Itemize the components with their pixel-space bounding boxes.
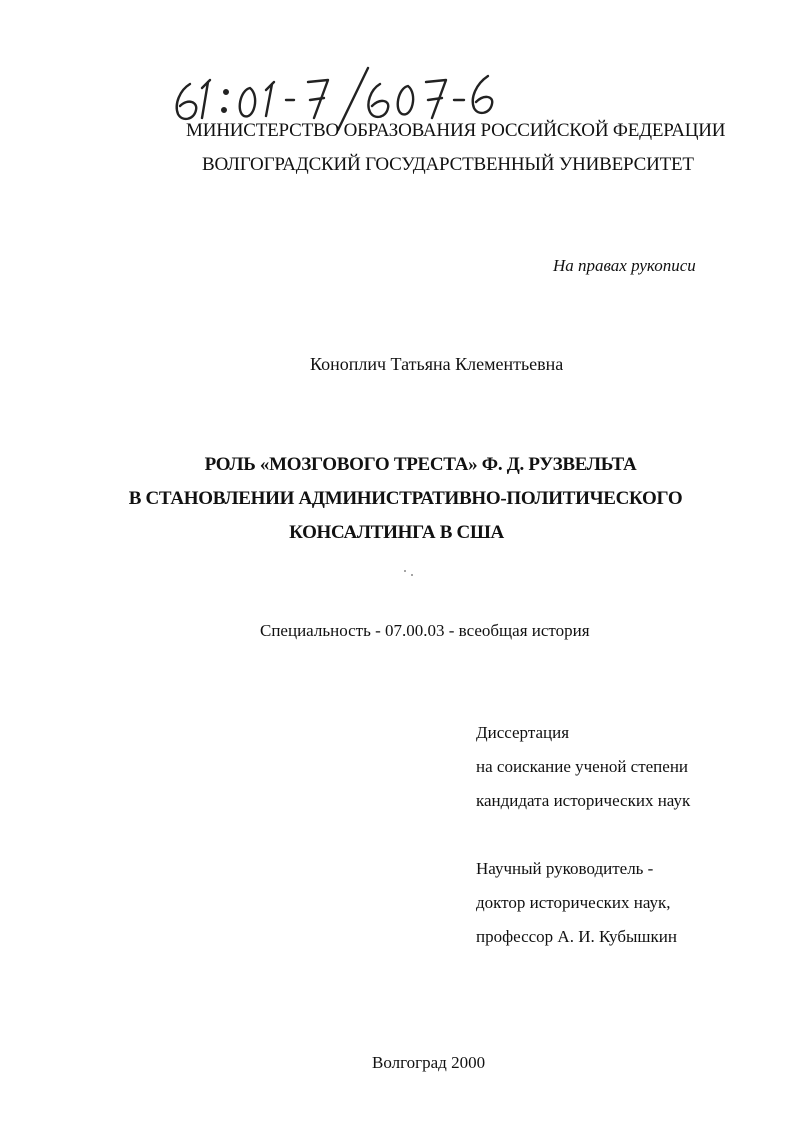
- supervisor-line-3: профессор А. И. Кубышкин: [476, 927, 677, 946]
- manuscript-note: На правах рукописи: [553, 256, 696, 275]
- supervisor-line-1: Научный руководитель -: [476, 859, 654, 878]
- title-line-2: В СТАНОВЛЕНИИ АДМИНИСТРАТИВНО-ПОЛИТИЧЕСКОГО: [128, 488, 683, 509]
- dissertation-line-3: кандидата исторических наук: [476, 791, 691, 810]
- supervisor-line-2: доктор исторических наук,: [476, 893, 671, 912]
- supervisor-info: [476, 852, 677, 954]
- scan-speck: [404, 570, 406, 572]
- city-year: Волгоград 2000: [372, 1053, 486, 1072]
- dissertation-line-2: на соискание ученой степени: [476, 757, 689, 776]
- scan-speck: [411, 574, 413, 576]
- title-line-3: КОНСАЛТИНГА В США: [289, 522, 504, 543]
- dissertation-line-1: Диссертация: [476, 723, 570, 742]
- university-name: ВОЛГОГРАДСКИЙ ГОСУДАРСТВЕННЫЙ УНИВЕРСИТЕТ: [202, 154, 694, 175]
- ministry-name: МИНИСТЕРСТВО ОБРАЗОВАНИЯ РОССИЙСКОЙ ФЕДЕРАЦИИ: [186, 120, 726, 141]
- dissertation-info: [476, 716, 690, 818]
- specialty: Специальность - 07.00.03 - всеобщая история: [260, 621, 590, 640]
- dissertation-title: [0, 448, 793, 550]
- title-line-1: РОЛЬ «МОЗГОВОГО ТРЕСТА» Ф. Д. РУЗВЕЛЬТА: [204, 454, 637, 475]
- author-name: Коноплич Татьяна Клементьевна: [310, 354, 564, 374]
